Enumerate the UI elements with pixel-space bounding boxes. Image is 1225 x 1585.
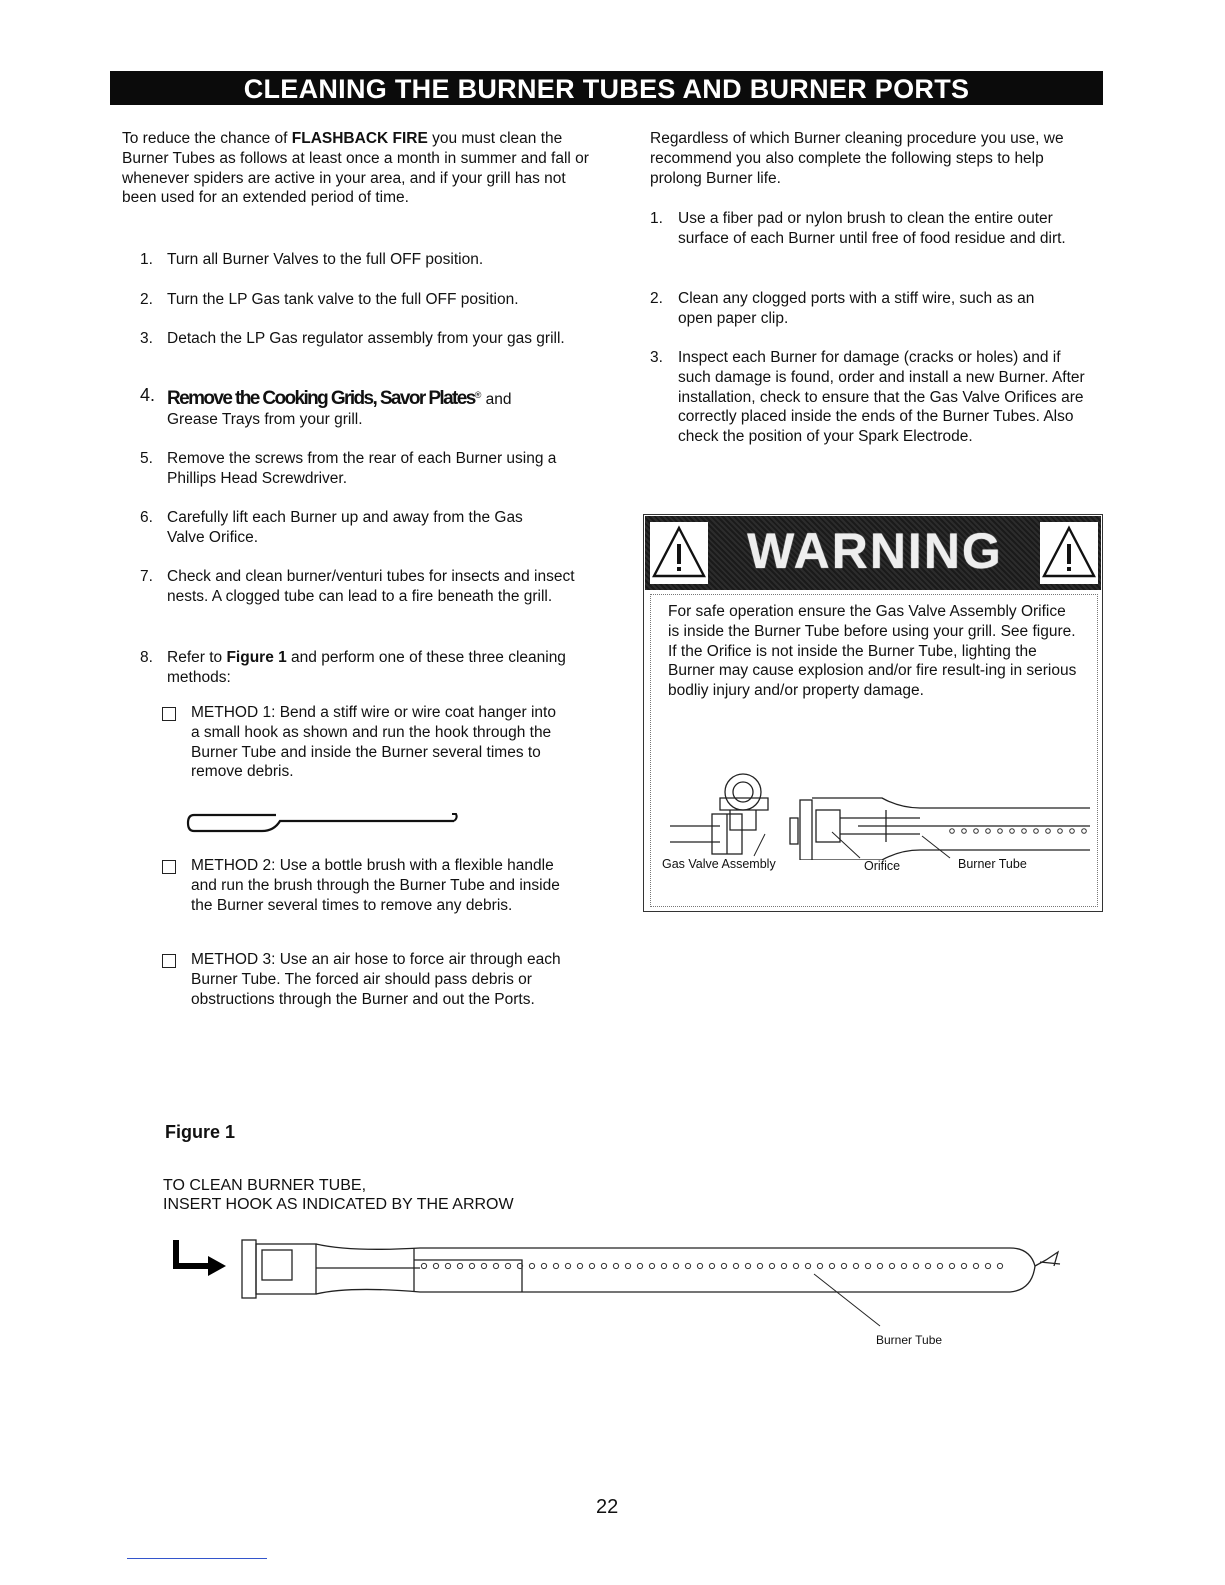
wire-hook-illustration [186, 810, 466, 840]
step-4-and: and [481, 391, 512, 409]
intro-bold: FLASHBACK FIRE [291, 130, 428, 147]
step-number: 6. [140, 509, 153, 526]
step-number: 2. [140, 291, 153, 308]
step-text: Remove the screws from the rear of each Burner using a Phillips Head Screwdriver. [167, 450, 557, 487]
step-number: 1. [650, 210, 663, 227]
step-text: Turn all Burner Valves to the full OFF position. [167, 251, 484, 268]
figure-caption [163, 1176, 514, 1214]
step-8-post: and perform one of these three cleaning methods: [167, 649, 566, 686]
step-text: Inspect each Burner for damage (cracks or holes) and if such damage is found, order and install a new Burner. After installation, check to ensure that the Gas Valve Orifices are correctly placed inside the ends of the Burner Tubes. Also check the position of your Spark Electrode. [678, 349, 1085, 446]
step-number: 3. [140, 330, 153, 347]
page-number: 22 [596, 1496, 619, 1518]
warning-title: WARNING [747, 523, 1003, 579]
step-number: 3. [650, 349, 663, 366]
step-8-pre: Refer to [167, 649, 227, 666]
step-text: Detach the LP Gas regulator assembly from your gas grill. [167, 330, 565, 347]
step-4-emphasis: Remove the Cooking Grids, Savor Plates [167, 388, 475, 410]
step-number: 7. [140, 568, 153, 585]
registered-mark: ® [474, 390, 482, 400]
method-text: METHOD 2: Use a bottle brush with a flexible handle and run the brush through the Burner Tube and inside the Burner several times to remove any debris. [191, 857, 560, 914]
burner-tube-diagram [240, 1232, 1070, 1302]
figure-caption-line-2: INSERT HOOK AS INDICATED BY THE ARROW [163, 1196, 514, 1213]
step-4-cont: Grease Trays from your grill. [167, 410, 363, 428]
warning-text: For safe operation ensure the Gas Valve Assembly Orifice is inside the Burner Tube before using your grill. See figure. If the Orifice is not inside the Burner Tube, lighting the Burner may cause explosion and/or fire result-ing in serious bodliy injury and/or property damage. [668, 603, 1077, 700]
step-number: 1. [140, 251, 153, 268]
step-number: 4. [140, 385, 156, 405]
checkbox-icon [162, 954, 176, 968]
label-orifice: Orifice [864, 859, 901, 873]
right-intro: Regardless of which Burner cleaning procedure you use, we recommend you also complete the following steps to help prolong Burner life. [650, 130, 1064, 187]
figure-ref: Figure 1 [226, 649, 287, 666]
figure-label-burner-tube: Burner Tube [876, 1333, 943, 1347]
checkbox-icon [162, 860, 176, 874]
step-text: Carefully lift each Burner up and away from the Gas Valve Orifice. [167, 509, 523, 546]
footer-divider [127, 1558, 267, 1559]
page-title: CLEANING THE BURNER TUBES AND BURNER PORTS [110, 71, 1103, 105]
method-text: METHOD 3: Use an air hose to force air through each Burner Tube. The forced air should pass debris or obstructions through the Burner and out the Ports. [191, 951, 561, 1008]
figure-title: Figure 1 [165, 1122, 236, 1142]
step-number: 2. [650, 290, 663, 307]
step-text [167, 648, 567, 688]
step-text: Clean any clogged ports with a stiff wire, such as an open paper clip. [678, 290, 1035, 327]
intro-post: you must clean the Burner Tubes as follows at least once a month in summer and fall or whenever spiders are active in your area, and if your grill has not been used for an extended period of time. [122, 130, 589, 207]
burner-tube-leader-line [810, 1270, 890, 1330]
label-burner-tube: Burner Tube [958, 857, 1027, 871]
label-gas-valve: Gas Valve Assembly [662, 857, 776, 871]
figure-caption-line-1: TO CLEAN BURNER TUBE, [163, 1177, 367, 1194]
orifice-diagram [660, 770, 1090, 860]
step-text: Turn the LP Gas tank valve to the full OFF position. [167, 291, 519, 308]
arrow-icon [170, 1238, 230, 1278]
step-text [167, 386, 587, 430]
step-number: 5. [140, 450, 153, 467]
intro-paragraph [122, 129, 592, 208]
step-number: 8. [140, 649, 153, 666]
step-text: Use a fiber pad or nylon brush to clean the entire outer surface of each Burner until free of food residue and dirt. [678, 210, 1066, 247]
method-text: METHOD 1: Bend a stiff wire or wire coat hanger into a small hook as shown and run the hook through the Burner Tube and inside the Burner several times to remove debris. [191, 704, 556, 781]
intro-pre: To reduce the chance of [122, 130, 292, 147]
step-text: Check and clean burner/venturi tubes for insects and insect nests. A clogged tube can lead to a fire beneath the grill. [167, 568, 575, 605]
checkbox-icon [162, 707, 176, 721]
